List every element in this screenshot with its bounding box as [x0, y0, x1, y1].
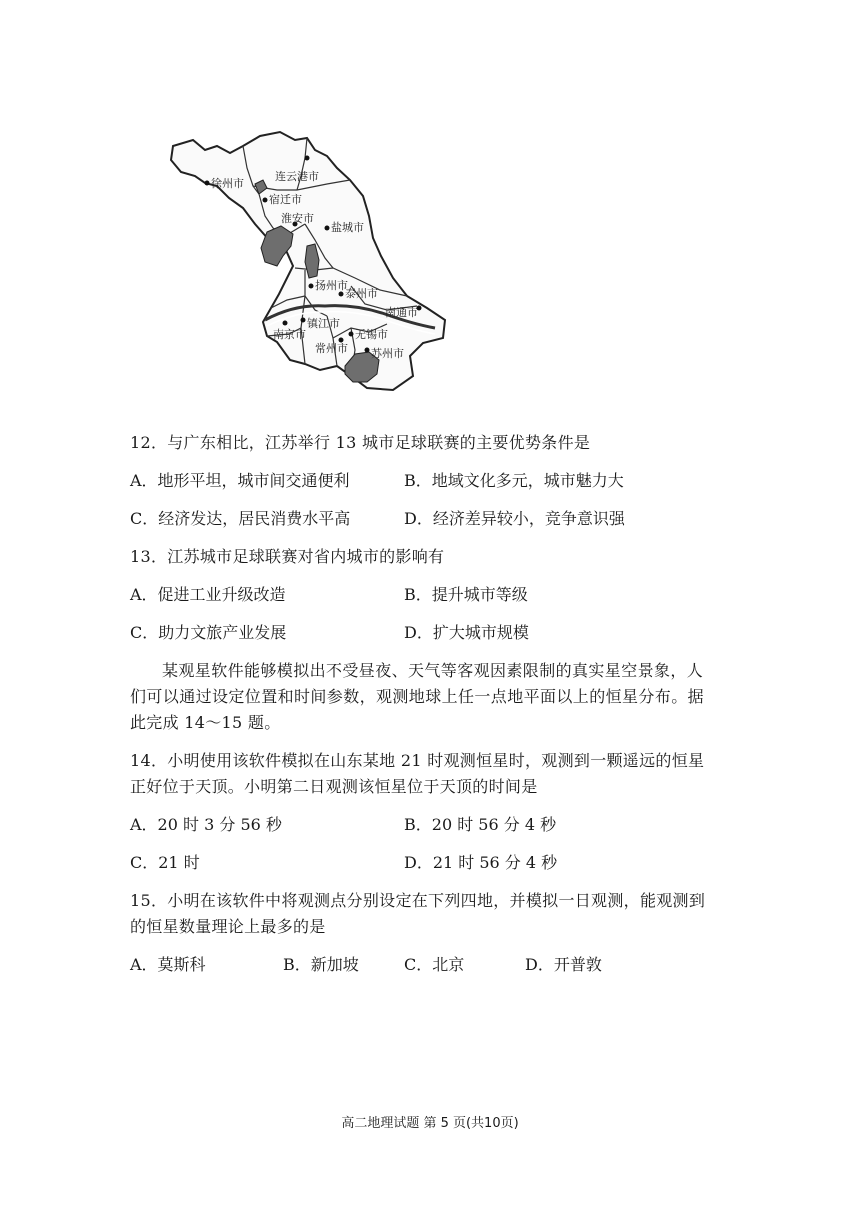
city-label: 淮安市: [281, 212, 314, 225]
q12-option-a: A．地形平坦，城市间交通便利: [130, 471, 350, 490]
city-label: 扬州市: [315, 279, 348, 292]
question-15-stem-2: 的恒星数量理论上最多的是: [130, 917, 326, 936]
question-14-stem-2: 正好位于天顶。小明第二日观测该恒星位于天顶的时间是: [130, 777, 538, 796]
city-dot: [205, 181, 210, 186]
jiangsu-map: [155, 128, 455, 398]
page-footer: 高二地理试题 第 5 页(共10页): [341, 1116, 519, 1131]
q14-option-a: A．20 时 3 分 56 秒: [130, 815, 282, 834]
intro-line-1: 某观星软件能够模拟出不受昼夜、天气等客观因素限制的真实星空景象，人: [162, 661, 704, 680]
city-label: 南通市: [385, 306, 418, 319]
city-dot: [283, 321, 288, 326]
q12-option-c: C．经济发达，居民消费水平高: [130, 509, 351, 528]
city-dot: [309, 284, 314, 289]
city-label: 徐州市: [211, 177, 244, 190]
q13-option-c: C．助力文旅产业发展: [130, 623, 287, 642]
city-label: 宿迁市: [269, 193, 302, 206]
city-label: 连云港市: [275, 170, 319, 183]
city-label: 盐城市: [331, 221, 364, 234]
q15-option-b: B．新加坡: [283, 955, 359, 974]
q15-option-d: D．开普敦: [525, 955, 602, 974]
city-label: 无锡市: [355, 328, 388, 341]
question-13-stem: 13．江苏城市足球联赛对省内城市的影响有: [130, 547, 445, 566]
question-14-stem-1: 14．小明使用该软件模拟在山东某地 21 时观测恒星时，观测到一颗遥远的恒星: [130, 751, 705, 770]
q12-option-b: B．地域文化多元，城市魅力大: [404, 471, 624, 490]
city-label: 泰州市: [345, 287, 378, 300]
question-15-stem-1: 15．小明在该软件中将观测点分别设定在下列四地，并模拟一日观测，能观测到: [130, 891, 706, 910]
q13-option-b: B．提升城市等级: [404, 585, 528, 604]
q12-option-d: D．经济差异较小，竞争意识强: [404, 509, 625, 528]
question-12-stem: 12．与广东相比，江苏举行 13 城市足球联赛的主要优势条件是: [130, 433, 591, 452]
city-label: 南京市: [273, 328, 306, 341]
city-dot: [301, 318, 306, 323]
q15-option-c: C．北京: [404, 955, 465, 974]
city-dot: [325, 226, 330, 231]
city-dot: [365, 348, 370, 353]
q13-option-a: A．促进工业升级改造: [130, 585, 286, 604]
q13-option-d: D．扩大城市规模: [404, 623, 529, 642]
q15-option-a: A．莫斯科: [130, 955, 206, 974]
city-dot: [349, 332, 354, 337]
city-label: 苏州市: [371, 347, 404, 360]
city-dot: [263, 198, 268, 203]
intro-line-2: 们可以通过设定位置和时间参数，观测地球上任一点地平面以上的恒星分布。据: [130, 687, 705, 706]
intro-line-3: 此完成 14～15 题。: [130, 713, 281, 732]
q14-option-b: B．20 时 56 分 4 秒: [404, 815, 557, 834]
city-dot: [305, 156, 310, 161]
q14-option-c: C．21 时: [130, 853, 200, 872]
city-label: 镇江市: [307, 317, 340, 330]
city-dot: [339, 292, 344, 297]
city-label: 常州市: [315, 342, 348, 355]
q14-option-d: D．21 时 56 分 4 秒: [404, 853, 558, 872]
